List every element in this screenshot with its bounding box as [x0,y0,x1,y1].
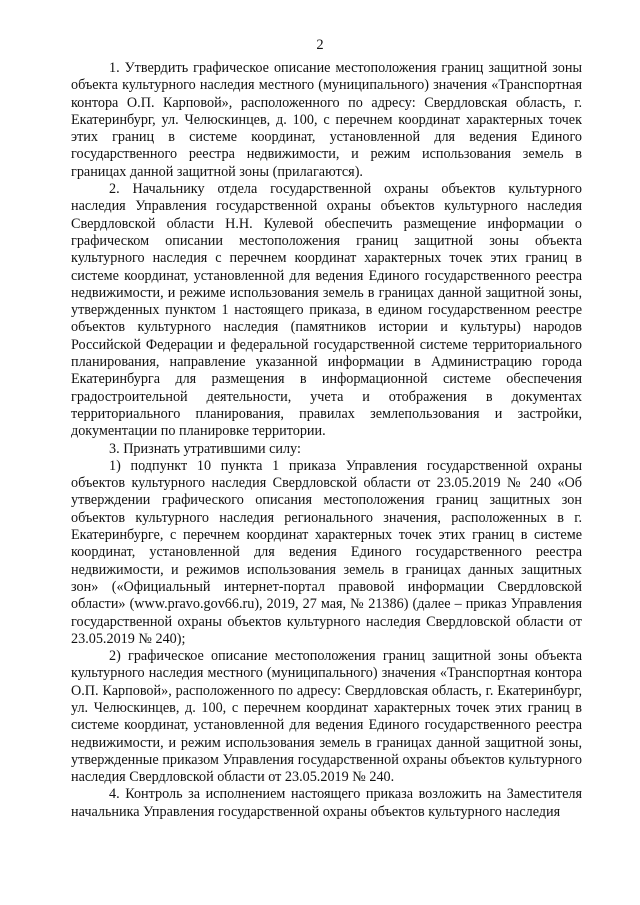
paragraph-1: 1. Утвердить графическое описание местоположения границ защитной зоны объекта культурного наследия местного (муниципального) значения «Транспортная контора О.П. Карповой», расположенного по адресу: Свердловская область, г. Екатеринбург, ул. Челюскинцев, д. 100, с перечнем координат характерных точек этих границ в системе координат, установленной для ведения Единого государственного реестра недвижимости, и режим использования земель в границах данной защитной зоны (прилагаются). [71,60,582,180]
paragraph-4: 4. Контроль за исполнением настоящего приказа возложить на Заместителя начальника Управления государственной охраны объектов культурного наследия [71,786,582,820]
page-number: 2 [316,37,324,53]
paragraph-3: 3. Признать утратившими силу: [109,440,301,457]
paragraph-3-2: 2) графическое описание местоположения границ защитной зоны объекта культурного наследия местного (муниципального) значения «Транспортная контора О.П. Карповой», расположенного по адресу: Свердловская область, г. Екатеринбург, ул. Челюскинцев, д. 100, с перечнем координат характерных точек этих границ в системе координат, установленной для ведения Единого государственного реестра недвижимости, и режим использования земель в границах данной защитной зоны, утвержденные приказом Управления государственной охраны объектов культурного наследия Свердловской области от 23.05.2019 № 240. [71,648,582,786]
document-body [71,60,582,821]
paragraph-3-1: 1) подпункт 10 пункта 1 приказа Управления государственной охраны объектов культурного наследия Свердловской области от 23.05.2019 № 240 «Об утверждении графического описания местоположения границ защитных зон объектов культурного наследия регионального значения, расположенных в г. Екатеринбурге, с перечнем координат характерных точек этих границ в системе координат, установленной для ведения Единого государственного реестра недвижимости, и режимов использования земель в границах данных защитных зон» («Официальный интернет-портал правовой информации Свердловской области» (www.pravo.gov66.ru), 2019, 27 мая, № 21386) (далее – приказ Управления государственной охраны объектов культурного наследия Свердловской области от 23.05.2019 № 240); [71,457,582,647]
paragraph-2: 2. Начальнику отдела государственной охраны объектов культурного наследия Управления государственной охраны объектов культурного наследия Свердловской области Н.Н. Кулевой обеспечить размещение информации о графическом описании местоположения границ защитной зоны объекта культурного наследия с перечнем координат характерных точек этих границ в системе координат, установленной для ведения Единого государственного реестра недвижимости, и режиме использования земель в границах данной защитной зоны, утвержденных пунктом 1 настоящего приказа, в едином государственном реестре объектов культурного наследия (памятников истории и культуры) народов Российской Федерации и федеральной государственной системе территориального планирования, направление указанной информации в Администрацию города Екатеринбурга для размещения в информационной системе обеспечения градостроительной деятельности, учета и отображения в документах территориального планирования, правилах землепользования и застройки, документации по планировке территории. [71,181,582,440]
